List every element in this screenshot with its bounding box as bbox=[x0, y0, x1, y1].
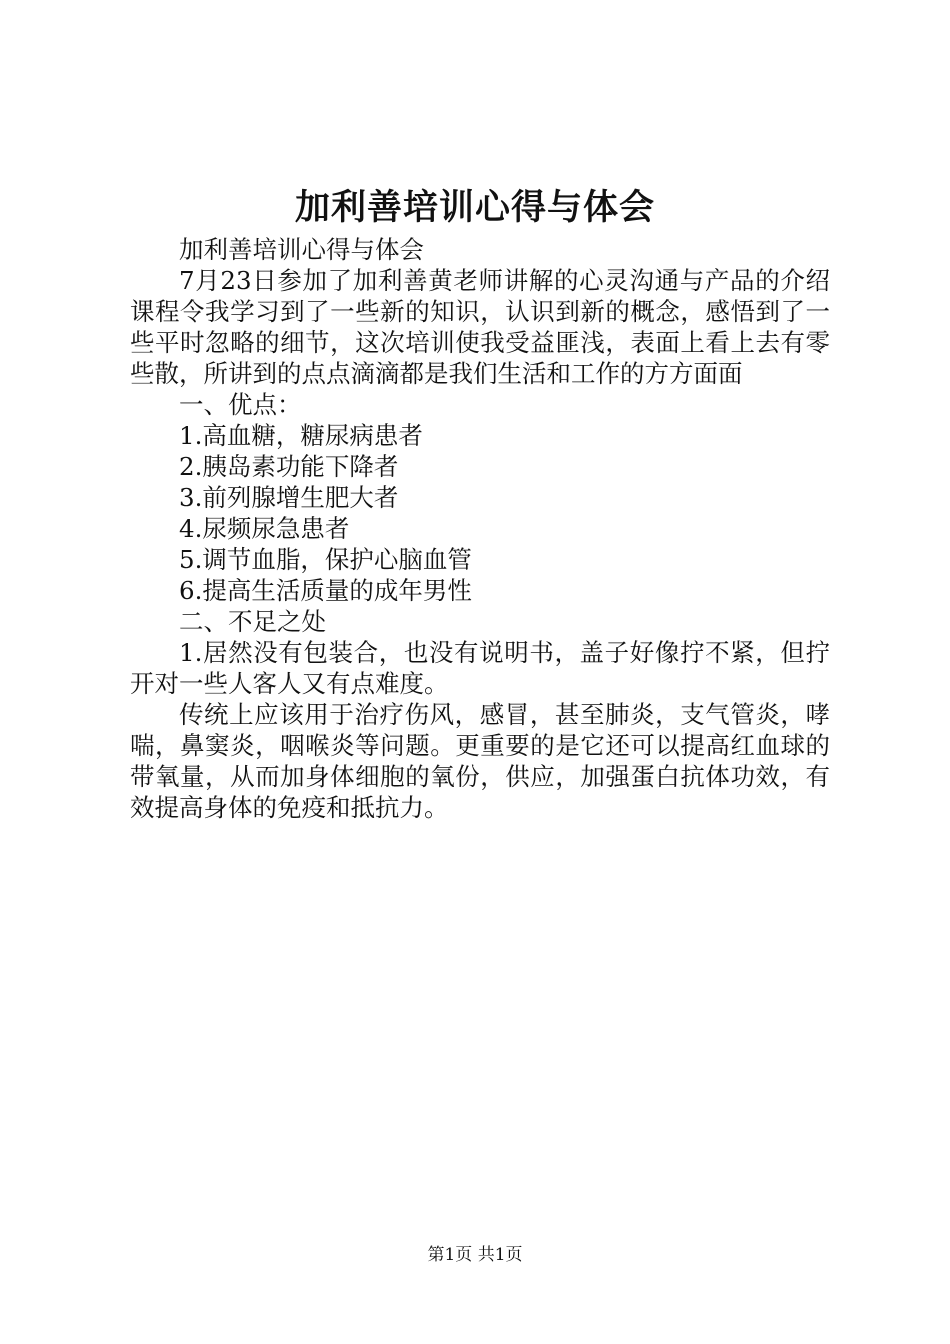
section-heading-advantages: 一、优点： bbox=[179, 390, 302, 419]
page-footer: 第1页 共1页 bbox=[427, 1245, 523, 1265]
document-body bbox=[130, 234, 830, 823]
list-item: 4.尿频尿急患者 bbox=[179, 514, 350, 543]
list-item: 1.高血糖，糖尿病患者 bbox=[179, 421, 423, 450]
paragraph-intro: 7月23日参加了加利善黄老师讲解的心灵沟通与产品的介绍课程令我学习到了一些新的知识，认识到新的概念，感悟到了一些平时忽略的细节，这次培训使我受益匪浅，表面上看上去有零些散，所讲到的点点滴滴都是我们生活和工作的方方面面 bbox=[130, 266, 830, 388]
list-item: 6.提高生活质量的成年男性 bbox=[179, 576, 472, 605]
paragraph-subtitle: 加利善培训心得与体会 bbox=[179, 235, 424, 264]
section-heading-shortcomings: 二、不足之处 bbox=[179, 607, 326, 636]
list-item: 3.前列腺增生肥大者 bbox=[179, 483, 399, 512]
list-item: 5.调节血脂，保护心脑血管 bbox=[179, 545, 472, 574]
list-item: 1.居然没有包装合，也没有说明书，盖子好像拧不紧，但拧开对一些人客人又有点难度。 bbox=[130, 638, 830, 698]
list-item: 2.胰岛素功能下降者 bbox=[179, 452, 399, 481]
paragraph-closing: 传统上应该用于治疗伤风，感冒，甚至肺炎，支气管炎，哮喘，鼻窦炎，咽喉炎等问题。更重要的是它还可以提高红血球的带氧量，从而加身体细胞的氧份，供应，加强蛋白抗体功效，有效提高身体的免疫和抵抗力。 bbox=[130, 700, 830, 822]
document-title: 加利善培训心得与体会 bbox=[294, 187, 655, 228]
